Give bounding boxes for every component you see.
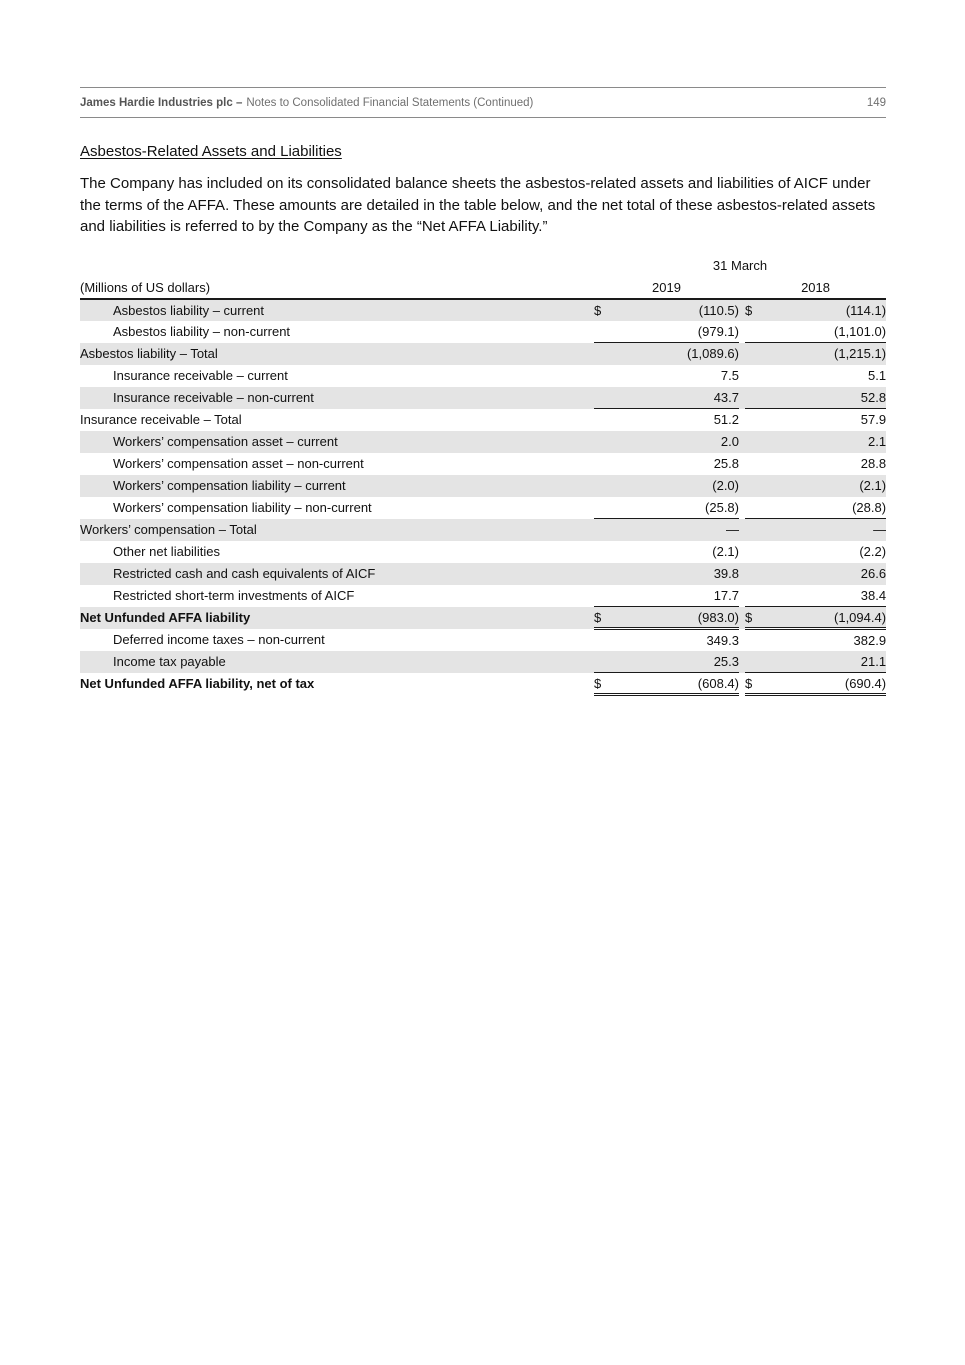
value-2018: 5.1 [867, 368, 887, 383]
value-2018: (1,101.0) [767, 321, 886, 343]
value-2019: 43.7 [616, 387, 739, 409]
value-2018: (2.1) [767, 475, 886, 497]
table-row [80, 629, 886, 651]
dollar-sign-2019 [594, 497, 616, 519]
financial-table [80, 255, 886, 697]
dollar-sign-2019 [594, 585, 616, 607]
row-label: Insurance receivable – non-current [80, 387, 594, 409]
row-label: Deferred income taxes – non-current [113, 632, 325, 647]
value-2018: (28.8) [767, 497, 886, 519]
value-2019: 25.8 [713, 456, 739, 471]
row-label: Insurance receivable – Total [80, 412, 242, 427]
column-header-row [80, 277, 886, 299]
dollar-sign-2019 [594, 343, 616, 365]
row-label: Workers’ compensation liability – non-current [113, 500, 372, 515]
value-2019: 2.0 [616, 431, 739, 453]
value-2018: 28.8 [860, 456, 887, 471]
value-2019: (608.4) [616, 673, 739, 695]
dollar-sign-2019 [594, 409, 616, 431]
dollar-sign-2019: $ [594, 673, 616, 695]
value-2018: (2.2) [859, 544, 887, 559]
period-header-row [80, 255, 886, 277]
value-2018: 52.8 [767, 387, 886, 409]
row-label: Income tax payable [80, 651, 594, 673]
table-row [80, 519, 886, 541]
header-bottom-rule [80, 117, 886, 118]
dollar-sign-2019 [594, 541, 616, 563]
value-2018: (114.1) [767, 299, 886, 321]
dollar-sign-2018 [745, 453, 767, 475]
company-name: James Hardie Industries plc – [80, 96, 243, 109]
row-label: Asbestos liability – non-current [113, 324, 291, 339]
value-2018: 382.9 [853, 632, 887, 648]
header-subtitle: Notes to Consolidated Financial Statements (Continued) [246, 96, 534, 109]
table-row [80, 651, 886, 673]
value-2019: 39.8 [616, 563, 739, 585]
dollar-sign-2018 [745, 519, 767, 541]
intro-paragraph: The Company has included on its consolidated balance sheets the asbestos-related assets and liabilities of AICF under the terms of the AFFA. These amounts are detailed in the table below, and the net total of these asbestos-related assets and liabilities is referred to by the Company as the “Net AFFA Liability.” [80, 175, 876, 235]
header-title [80, 97, 533, 109]
value-2018: 26.6 [767, 563, 886, 585]
value-2018: 21.1 [767, 651, 886, 673]
row-label: Asbestos liability – Total [80, 343, 594, 365]
value-2019: (979.1) [616, 321, 739, 343]
value-2019: 17.7 [616, 585, 739, 607]
dollar-sign-2019 [594, 387, 616, 409]
row-label: Net Unfunded AFFA liability [80, 607, 594, 629]
row-label: Net Unfunded AFFA liability, net of tax [80, 676, 315, 691]
dollar-sign-2019 [594, 651, 616, 673]
table-row [80, 453, 886, 475]
value-2018: — [767, 519, 886, 541]
table-row [80, 387, 886, 409]
value-2019: (983.0) [616, 607, 739, 629]
table-row [80, 365, 886, 387]
dollar-sign-2019: $ [594, 299, 616, 321]
row-label: Asbestos liability – current [80, 299, 594, 321]
dollar-sign-2019 [594, 365, 616, 387]
value-2019: — [616, 519, 739, 541]
dollar-sign-2019 [594, 431, 616, 453]
period-header: 31 March [712, 258, 768, 273]
dollar-sign-2019 [594, 321, 616, 343]
value-2018: (1,215.1) [767, 343, 886, 365]
row-label: Restricted cash and cash equivalents of AICF [80, 563, 594, 585]
table-row [80, 563, 886, 585]
dollar-sign-2018: $ [745, 673, 767, 695]
row-label: Workers’ compensation asset – current [80, 431, 594, 453]
dollar-sign-2018 [745, 343, 767, 365]
column-2019: 2019 [594, 277, 739, 299]
dollar-sign-2019: $ [594, 607, 616, 629]
dollar-sign-2018 [745, 475, 767, 497]
value-2018: (690.4) [767, 673, 886, 695]
row-label: Workers’ compensation – Total [80, 519, 594, 541]
dollar-sign-2018: $ [745, 607, 767, 629]
value-2019: (1,089.6) [616, 343, 739, 365]
value-2019: (2.1) [712, 544, 739, 559]
table-row [80, 607, 886, 629]
row-label: Workers’ compensation liability – current [80, 475, 594, 497]
table-row [80, 673, 886, 695]
dollar-sign-2019 [594, 629, 616, 651]
value-2018: 38.4 [767, 585, 886, 607]
dollar-sign-2019 [594, 475, 616, 497]
value-2019: 7.5 [720, 368, 739, 383]
value-2018: 57.9 [860, 412, 887, 428]
units-label: (Millions of US dollars) [80, 277, 594, 299]
row-label: Workers’ compensation asset – non-current [113, 456, 364, 471]
dollar-sign-2018 [745, 431, 767, 453]
table-row [80, 585, 886, 607]
section-title: Asbestos-Related Assets and Liabilities [80, 143, 342, 160]
table-row [80, 475, 886, 497]
dollar-sign-2018 [745, 651, 767, 673]
dollar-sign-2018 [745, 585, 767, 607]
dollar-sign-2018 [745, 563, 767, 585]
dollar-sign-2018 [745, 321, 767, 343]
row-label: Restricted short-term investments of AICF [113, 588, 355, 603]
dollar-sign-2018 [745, 409, 767, 431]
table-row [80, 321, 886, 343]
dollar-sign-2018 [745, 387, 767, 409]
dollar-sign-2019 [594, 519, 616, 541]
table-row [80, 431, 886, 453]
document-header [80, 88, 886, 117]
page-number: 149 [866, 96, 886, 109]
dollar-sign-2018 [745, 365, 767, 387]
dollar-sign-2019 [594, 563, 616, 585]
value-2019: 349.3 [706, 632, 739, 648]
table-row [80, 541, 886, 563]
value-2018: 2.1 [767, 431, 886, 453]
value-2019: (2.0) [616, 475, 739, 497]
dollar-sign-2018: $ [745, 299, 767, 321]
column-2018: 2018 [745, 277, 886, 299]
value-2018: (1,094.4) [767, 607, 886, 629]
dollar-sign-2018 [745, 497, 767, 519]
row-label: Other net liabilities [113, 544, 220, 559]
row-label: Insurance receivable – current [113, 368, 288, 383]
value-2019: 25.3 [616, 651, 739, 673]
dollar-sign-2018 [745, 541, 767, 563]
table-row [80, 409, 886, 431]
value-2019: (25.8) [616, 497, 739, 519]
dollar-sign-2018 [745, 629, 767, 651]
table-row [80, 299, 886, 321]
dollar-sign-2019 [594, 453, 616, 475]
value-2019: 51.2 [713, 412, 739, 428]
table-row [80, 343, 886, 365]
table-row [80, 497, 886, 519]
value-2019: (110.5) [616, 299, 739, 321]
spacer [80, 255, 594, 277]
